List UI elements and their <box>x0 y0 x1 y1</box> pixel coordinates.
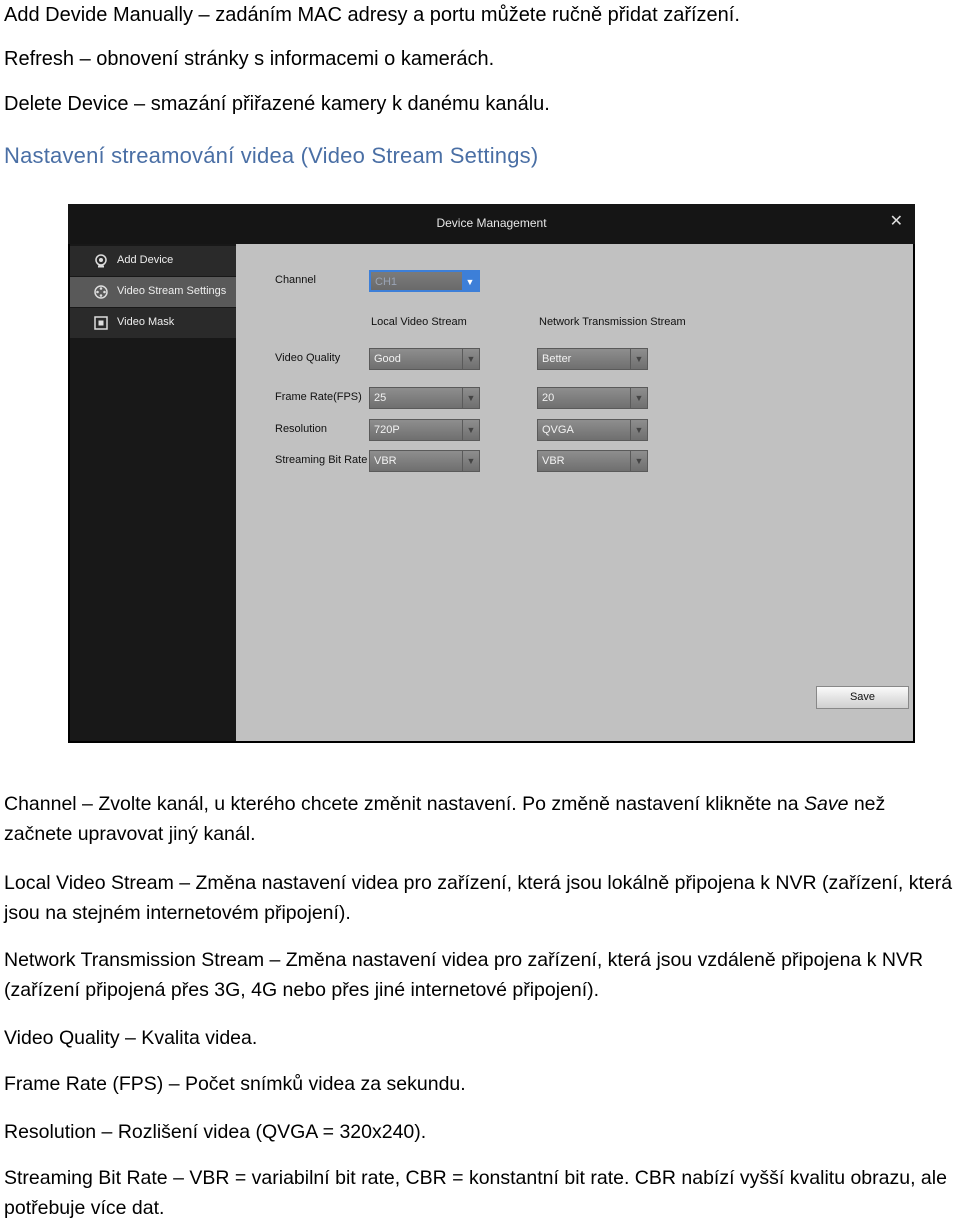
column-header-local: Local Video Stream <box>371 316 467 328</box>
mask-icon <box>94 316 108 330</box>
chevron-down-icon: ▼ <box>630 388 647 408</box>
paragraph-frame-rate: Frame Rate (FPS) – Počet snímků videa za sekundu. <box>4 1073 466 1095</box>
intro-line-refresh: Refresh – obnovení stránky s informacemi o kamerách. <box>4 48 495 70</box>
chevron-down-icon: ▼ <box>462 451 479 471</box>
film-reel-icon <box>94 285 108 299</box>
chevron-down-icon: ▼ <box>630 451 647 471</box>
field-label-streaming-bit-rate: Streaming Bit Rate <box>275 454 368 466</box>
select-value: Better <box>542 353 572 365</box>
channel-value: CH1 <box>375 276 398 288</box>
paragraph-resolution: Resolution – Rozlišení videa (QVGA = 320x240). <box>4 1121 427 1143</box>
sidebar-item-label: Video Mask <box>117 316 175 328</box>
chevron-down-icon: ▼ <box>630 349 647 369</box>
select-value: 20 <box>542 392 555 404</box>
chevron-down-icon: ▼ <box>462 272 478 292</box>
select-value: 720P <box>374 424 400 436</box>
field-label-frame-rate: Frame Rate(FPS) <box>275 391 362 403</box>
settings-pane <box>236 244 913 741</box>
save-button[interactable]: Save <box>816 686 909 709</box>
sidebar-item-label: Video Stream Settings <box>117 285 227 297</box>
paragraph-channel <box>4 789 956 849</box>
close-icon[interactable]: ✕ <box>889 213 903 230</box>
chevron-down-icon: ▼ <box>462 349 479 369</box>
chevron-down-icon: ▼ <box>630 420 647 440</box>
column-header-network: Network Transmission Stream <box>539 316 686 328</box>
bit-rate-network-select[interactable] <box>537 450 648 472</box>
intro-line-delete-device: Delete Device – smazání přiřazené kamery k danému kanálu. <box>4 93 550 115</box>
sidebar-item-add-device[interactable] <box>70 246 236 276</box>
save-emphasis: Save <box>803 793 849 815</box>
select-value: QVGA <box>542 424 574 436</box>
paragraph-channel-text-end: než začnete upravovat jiný kanál. <box>4 793 886 845</box>
paragraph-channel-text: Channel – Zvolte kanál, u kterého chcete změnit nastavení. Po změně nastavení klikněte na <box>4 793 804 815</box>
window-title-bar <box>68 204 915 244</box>
paragraph-streaming-bit-rate: Streaming Bit Rate – VBR = variabilní bit rate, CBR = konstantní bit rate. CBR nabízí vyšší kvalitu obrazu, ale potřebuje více dat. <box>4 1167 947 1219</box>
channel-label: Channel <box>275 274 316 286</box>
bit-rate-local-select[interactable] <box>369 450 480 472</box>
sidebar <box>70 244 236 741</box>
sidebar-item-video-mask[interactable] <box>70 308 236 338</box>
select-value: Good <box>374 353 401 365</box>
window-title: Device Management <box>436 216 547 230</box>
field-label-video-quality: Video Quality <box>275 352 341 364</box>
paragraph-local-video-stream: Local Video Stream – Změna nastavení videa pro zařízení, která jsou lokálně připojena k NVR (zařízení, která jsou na stejném internetovém připojení). <box>4 872 953 924</box>
video-quality-local-select[interactable] <box>369 348 480 370</box>
field-label-resolution: Resolution <box>275 423 327 435</box>
resolution-network-select[interactable] <box>537 419 648 441</box>
chevron-down-icon: ▼ <box>462 388 479 408</box>
select-value: VBR <box>542 455 565 467</box>
chevron-down-icon: ▼ <box>462 420 479 440</box>
channel-select[interactable] <box>369 270 480 292</box>
intro-line-add-device: Add Devide Manually – zadáním MAC adresy a portu můžete ručně přidat zařízení. <box>4 4 740 26</box>
select-value: VBR <box>374 455 397 467</box>
frame-rate-local-select[interactable] <box>369 387 480 409</box>
sidebar-item-label: Add Device <box>117 254 174 266</box>
select-value: 25 <box>374 392 387 404</box>
paragraph-video-quality: Video Quality – Kvalita videa. <box>4 1027 258 1049</box>
device-management-window <box>68 204 915 743</box>
video-quality-network-select[interactable] <box>537 348 648 370</box>
frame-rate-network-select[interactable] <box>537 387 648 409</box>
paragraph-network-transmission-stream: Network Transmission Stream – Změna nastavení videa pro zařízení, která jsou vzdáleně připojena k NVR (zařízení připojená přes 3G, 4G nebo přes jiné internetové připojení). <box>4 949 924 1001</box>
resolution-local-select[interactable] <box>369 419 480 441</box>
section-heading: Nastavení streamování videa (Video Stream Settings) <box>4 143 539 168</box>
sidebar-item-video-stream-settings[interactable] <box>70 277 236 307</box>
camera-icon <box>94 254 108 268</box>
